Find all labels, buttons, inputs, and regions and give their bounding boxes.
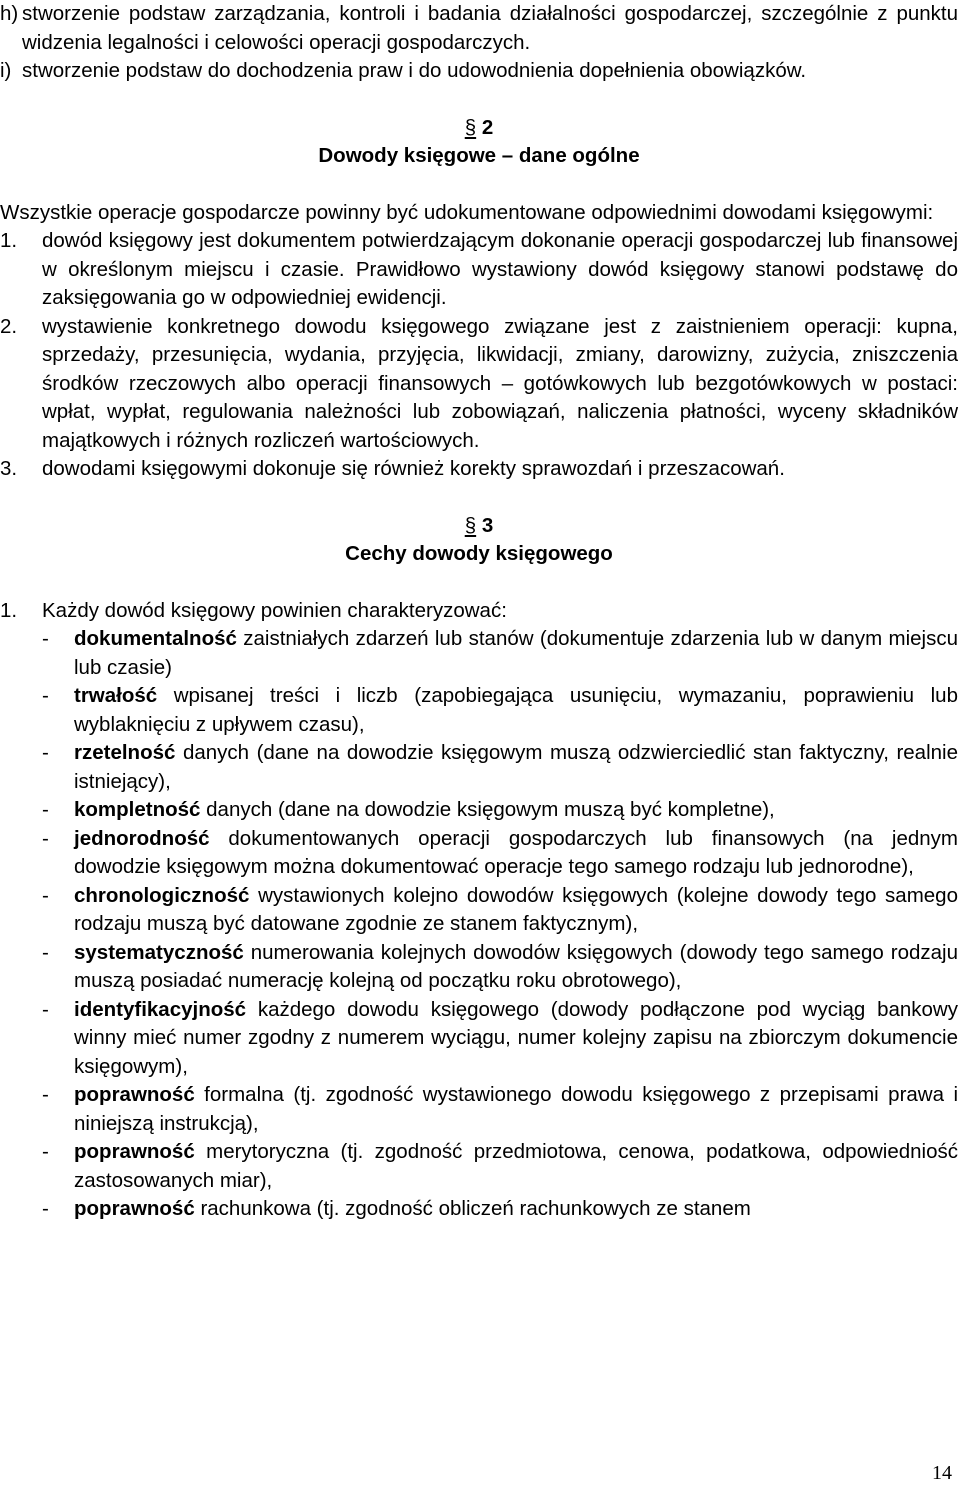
list-dash: - — [42, 684, 49, 707]
feature-term: trwałość — [74, 684, 158, 707]
feature-text — [74, 796, 958, 825]
list-item-text: dowód księgowy jest dokumentem potwierdzającym dokonanie operacji gospodarczej lub finansowej w określonym miejscu i czasie. Prawidłowo wystawiony dowód księgowy stanowi podstawę do zaksięgowania go w odpowiedniej ewidencji. — [42, 229, 958, 309]
feature-text — [74, 1138, 958, 1195]
list-dash: - — [42, 627, 49, 650]
feature-text — [74, 882, 958, 939]
feature-term: poprawność — [74, 1083, 195, 1106]
list-dash: - — [42, 883, 49, 907]
list-dash: - — [42, 741, 49, 764]
feature-text — [74, 739, 958, 796]
feature-term: kompletność — [74, 798, 201, 821]
feature-item — [42, 1138, 958, 1195]
feature-text — [74, 939, 958, 996]
section-2-heading — [0, 114, 958, 171]
features-list — [42, 625, 958, 1224]
section-3-item-1 — [0, 597, 958, 626]
feature-item — [42, 739, 958, 796]
feature-item — [42, 996, 958, 1082]
section-2-item-1 — [0, 227, 958, 313]
section-2-title: Dowody księgowe – dane ogólne — [318, 144, 640, 167]
feature-description: każdego dowodu księgowego (dowody podłączone pod wyciąg bankowy winny mieć numer zgodny z numerem wyciągu, numer kolejny zapisu na zbiorczym dokumencie księgowym), — [74, 997, 958, 1078]
section-3-heading — [0, 512, 958, 569]
feature-description: formalna (tj. zgodność wystawionego dowodu księgowego z przepisami prawa i niniejszą instrukcją), — [74, 1083, 958, 1135]
feature-item — [42, 882, 958, 939]
section-3-sign: § 3 — [464, 513, 494, 537]
feature-term: rzetelność — [74, 741, 176, 764]
feature-term: dokumentalność — [74, 627, 237, 650]
list-marker: 1. — [0, 598, 18, 622]
list-dash: - — [42, 798, 49, 821]
feature-description: wpisanej treści i liczb (zapobiegająca usunięciu, wymazaniu, poprawieniu lub wyblaknięciu z upływem czasu), — [74, 684, 958, 736]
feature-description: dokumentowanych operacji gospodarczych lub finansowych (na jednym dowodzie księgowym można dokumentować operacje tego samego rodzaju lub jednorodne), — [74, 826, 958, 878]
list-marker: 1. — [0, 229, 18, 252]
section-2-item-3 — [0, 455, 958, 484]
list-dash: - — [42, 997, 49, 1021]
list-item-text: stworzenie podstaw zarządzania, kontroli i badania działalności gospodarczej, szczególnie z punktu widzenia legalności i celowości operacji gospodarczych. — [22, 2, 958, 54]
list-item-text: dowodami księgowymi dokonuje się również korekty sprawozdań i przeszacowań. — [42, 457, 785, 480]
section-3-title: Cechy dowody księgowego — [345, 542, 613, 565]
section-2-sign: § 2 — [464, 115, 494, 139]
feature-description: wystawionych kolejno dowodów księgowych (kolejne dowody tego samego rodzaju muszą być datowane zgodnie ze stanem faktycznym), — [74, 883, 958, 935]
list-marker: 2. — [0, 314, 18, 338]
feature-description: zaistniałych zdarzeń lub stanów (dokumentuje zdarzenia lub w danym miejscu lub czasie) — [74, 627, 958, 679]
feature-term: systematyczność — [74, 940, 244, 964]
feature-description: danych (dane na dowodzie księgowym muszą być kompletne), — [200, 798, 775, 821]
feature-term: identyfikacyjność — [74, 997, 247, 1021]
section-2-intro: Wszystkie operacje gospodarcze powinny być udokumentowane odpowiednimi dowodami księgowymi: — [0, 200, 934, 224]
feature-term: jednorodność — [74, 826, 210, 850]
feature-text — [74, 625, 958, 682]
list-dash: - — [42, 826, 49, 850]
list-item-h — [0, 0, 958, 57]
list-marker: h) — [0, 2, 19, 25]
feature-item — [42, 1081, 958, 1138]
feature-text — [74, 996, 958, 1082]
feature-term: poprawność — [74, 1140, 195, 1163]
list-dash: - — [42, 1083, 49, 1106]
feature-description: rachunkowa (tj. zgodność obliczeń rachunkowych ze stanem — [194, 1197, 751, 1220]
feature-term: chronologiczność — [74, 883, 250, 907]
list-item-i — [0, 57, 958, 86]
list-dash: - — [42, 940, 49, 964]
feature-term: poprawność — [74, 1197, 195, 1220]
list-dash: - — [42, 1140, 49, 1163]
feature-item — [42, 825, 958, 882]
feature-text — [74, 682, 958, 739]
feature-description: numerowania kolejnych dowodów księgowych (dowody tego samego rodzaju muszą posiadać numerację kolejną od początku roku obrotowego), — [74, 940, 958, 992]
list-item-text: stworzenie podstaw do dochodzenia praw i do udowodnienia dopełnienia obowiązków. — [22, 59, 807, 82]
list-item-text: wystawienie konkretnego dowodu księgowego związane jest z zaistnieniem operacji: kupna, sprzedaży, przesunięcia, wydania, przyjęcia, likwidacji, zmiany, darowizny, zużycia, zniszczenia środków rzeczowych albo operacji finansowych – gotówkowych lub bezgotówkowych w postaci: wpłat, wypłat, regulowania należności lub zobowiązań, naliczenia płatności, wyceny składników majątkowych i różnych rozliczeń wartościowych. — [42, 314, 958, 452]
feature-text — [74, 825, 958, 882]
feature-item — [42, 625, 958, 682]
list-item-text: Każdy dowód księgowy powinien charakteryzować: — [42, 598, 507, 622]
list-marker: i) — [0, 59, 12, 82]
feature-description: merytoryczna (tj. zgodność przedmiotowa, cenowa, podatkowa, odpowiedniość zastosowanych miar), — [74, 1140, 958, 1192]
page-number: 14 — [932, 1462, 952, 1484]
feature-text — [74, 1195, 958, 1224]
feature-item — [42, 796, 958, 825]
feature-description: danych (dane na dowodzie księgowym muszą odzwierciedlić stan faktyczny, realnie istniejący), — [74, 741, 958, 793]
feature-text — [74, 1081, 958, 1138]
feature-item — [42, 1195, 958, 1224]
list-marker: 3. — [0, 457, 18, 480]
section-2-item-2 — [0, 313, 958, 456]
feature-item — [42, 939, 958, 996]
feature-item — [42, 682, 958, 739]
list-dash: - — [42, 1197, 49, 1220]
